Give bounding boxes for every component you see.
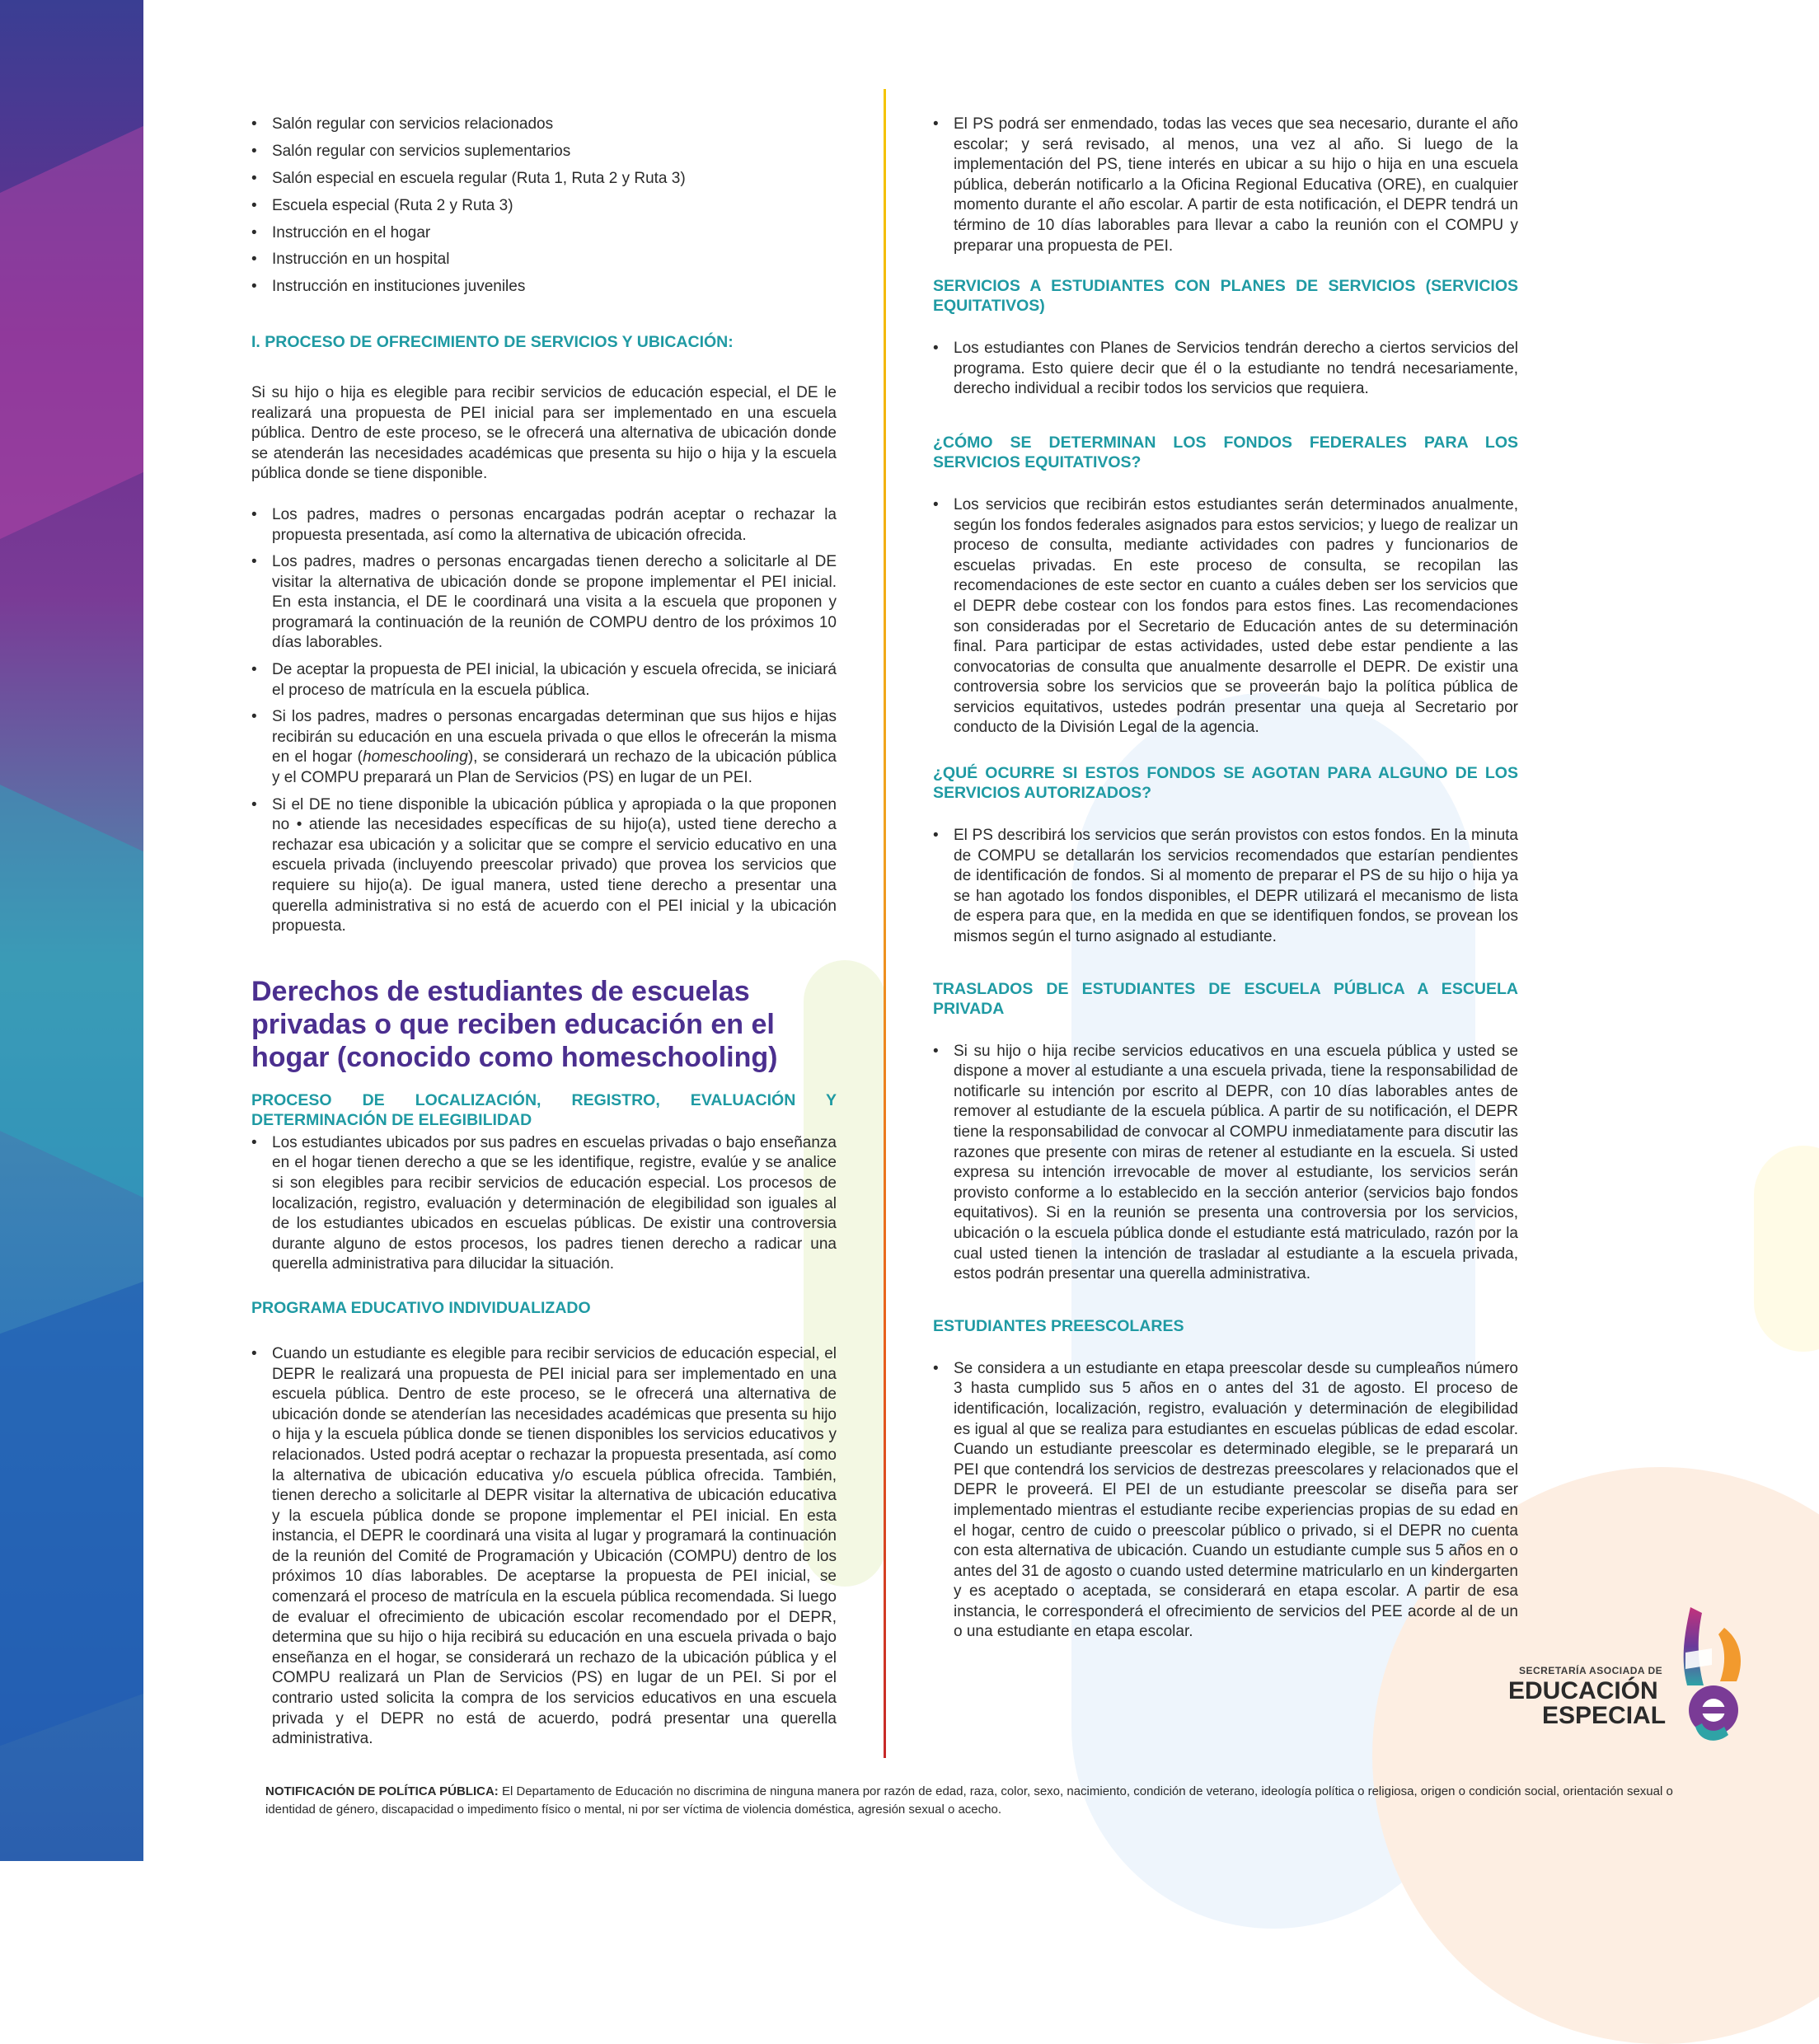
list-item: • Los servicios que recibirán estos estudiantes serán determinados anualmente, según los fondos federales asignados para estos servicios; y luego de realizar un proceso de consulta, mediante actividades con padres y funcionarios de escuelas privadas. En este proceso de consulta, se recopilan las recomendaciones de este sector en cuanto a cuáles deben ser los servicios que el DEPR debe costear con los fondos para estos fines. Las recomendaciones son consideradas por el Secretario de Educación antes de su determinación final. Para participar de estas actividades, usted debe estar pendiente a las convocatorias de consulta que anualmente desarrolle el DEPR. De existir una controversia sobre los servicios que se proveerán bajo la política pública de servicios equitativos, ustedes podrán presentar una queja al Secretario por conducto de la División Legal de la agencia.	[933, 495, 1518, 738]
text-span: ), se considerará un rechazo de la ubicación pública y el COMPU preparará un Plan de Servicios (PS) en lugar de un PEI.	[272, 748, 837, 787]
ee-logo-icon	[1679, 1603, 1749, 1747]
bullet-list	[933, 826, 1518, 948]
placement-list	[251, 115, 837, 298]
bullet-list	[933, 495, 1518, 738]
notice-text: El Departamento de Educación no discrimina de ninguna manera por razón de edad, raza, color, sexo, nacimiento, condición de veterano, ideología política o religiosa, origen o condición social, orientación sexual o identidad de género, discapacidad o impedimento físico o mental, ni por ser víctima de violencia doméstica, agresión sexual o acecho.	[265, 1784, 1673, 1817]
bullet-list	[933, 115, 1518, 256]
list-item: • Instrucción en el hogar	[251, 223, 837, 244]
section-heading: SERVICIOS A ESTUDIANTES CON PLANES DE SERVICIOS (SERVICIOS EQUITATIVOS)	[933, 277, 1518, 316]
title-line: privadas o que reciben educación en el	[251, 1008, 775, 1040]
logo-line-1: EDUCACIÓN	[1508, 1677, 1658, 1704]
title-line: hogar (conocido como homeschooling)	[251, 1041, 778, 1073]
title-line: Derechos de estudiantes de escuelas	[251, 975, 750, 1007]
list-item: • Salón especial en escuela regular (Ruta 1, Ruta 2 y Ruta 3)	[251, 169, 837, 190]
bullet-list	[933, 1042, 1518, 1285]
bullet-list	[251, 1133, 837, 1275]
list-item: • Si su hijo o hija recibe servicios educativos en una escuela pública y usted se dispone a mover al estudiante a una escuela privada, tiene la responsabilidad de notificarle su intención por escrito al DEPR, con 10 días laborables antes de remover al estudiante de la escuela pública. A partir de su notificación, el DEPR tiene la responsabilidad de convocar al COMPU inmediatamente para discutir las razones que presente con miras de retener al estudiante en la escuela. Si usted expresa su intención irrevocable de mover al estudiante, los servicios serán provisto conforme a lo establecido en la sección anterior (servicios bajo fondos equitativos). Si en la reunión se presenta una controversia por los servicios, ubicación o la escuela pública donde el estudiante está matriculado, razón por la cual usted tienen la intención de trasladar al estudiante a la escuela privada, estos podrán presentar una querella administrativa.	[933, 1042, 1518, 1285]
italic-term: homeschooling	[363, 748, 468, 766]
list-item: • Los padres, madres o personas encargadas tienen derecho a solicitarle al DE visitar la alternativa de ubicación donde se propone implementar el PEI inicial. En esta instancia, el DE le coordinará una visita a la escuela que proponen y programará la continuación de la reunión de COMPU dentro de los próximos 10 días laborables.	[251, 552, 837, 654]
list-item: • Cuando un estudiante es elegible para recibir servicios de educación especial, el DEPR le realizará una propuesta de PEI inicial para ser implementado en una escuela pública. Dentro de este proceso, se le ofrecerá una alternativa de ubicación donde se atenderían las necesidades académicas que presenta su hijo o hija y la escuela pública donde se tienen disponibles los servicios educativos y relacionados. Usted podrá aceptar o rechazar la propuesta presentada, así como la alternativa de ubicación educativa y/o escuela pública ofrecida. También, tienen derecho a solicitarle al DEPR visitar la alternativa de ubicación educativa y la escuela pública donde se propone implementar el PEI inicial. En esta instancia, el DEPR le coordinará una visita al lugar y programará la continuación de la reunión del Comité de Programación y Ubicación (COMPU) dentro de los próximos 10 días laborables. De aceptarse la propuesta de PEI inicial, se comenzará el proceso de matrícula en la escuela pública recomendada. Si luego de evaluar el ofrecimiento de ubicación escolar recomendado por el DEPR, determina que su hijo o hija recibirá su educación en una escuela privada o bajo enseñanza en el hogar, se considerará un rechazo de la ubicación pública y el COMPU realizará un Plan de Servicios (PS) en lugar de un PEI. Si por el contrario usted solicita la compra de los servicios educativos en una escuela privada y el DEPR no está de acuerdo, podrá presentar una querella administrativa.	[251, 1344, 837, 1750]
list-item: • Si el DE no tiene disponible la ubicación pública y apropiada o la que proponen no • atiende las necesidades específicas de su hijo(a), usted tiene derecho a rechazar esa ubicación y a solicitar que se compre el servicio educativo en una escuela privada (incluyendo preescolar privado) que provea los servicios que requiere su hijo(a). De igual manera, usted tiene derecho a presentar una querella administrativa si no está de acuerdo con el PEI inicial y la ubicación propuesta.	[251, 795, 837, 937]
background-decoration-yellow	[1754, 1146, 1819, 1352]
list-item: • Instrucción en un hospital	[251, 250, 837, 270]
public-policy-notice	[265, 1783, 1699, 1819]
list-item: • De aceptar la propuesta de PEI inicial, la ubicación y escuela ofrecida, se iniciará el proceso de matrícula en la escuela pública.	[251, 660, 837, 701]
section-heading: PROGRAMA EDUCATIVO INDIVIDUALIZADO	[251, 1298, 591, 1317]
list-item: • El PS describirá los servicios que serán provistos con estos fondos. En la minuta de COMPU se detallarán los servicios recomendados que estarían pendientes de identificación de fondos. Si al momento de preparar el PS de su hijo o hija ya se han agotado los fondos disponibles, el DEPR utilizará el mecanismo de lista de espera para que, en la medida en que se identifiquen fondos, se provean los mismos según el turno asignado al estudiante.	[933, 826, 1518, 948]
decorative-side-band	[0, 0, 143, 1861]
notice-label: NOTIFICACIÓN DE POLÍTICA PÚBLICA:	[265, 1784, 499, 1798]
logo	[1504, 1603, 1751, 1747]
right-column	[933, 115, 1518, 1649]
list-item: • Escuela especial (Ruta 2 y Ruta 3)	[251, 196, 837, 217]
section-heading: ¿QUÉ OCURRE SI ESTOS FONDOS SE AGOTAN PARA ALGUNO DE LOS SERVICIOS AUTORIZADOS?	[933, 764, 1518, 803]
list-item: • Instrucción en instituciones juveniles	[251, 277, 837, 298]
list-item: • Salón regular con servicios suplementarios	[251, 142, 837, 162]
column-divider	[884, 89, 886, 1758]
list-item: • Los estudiantes con Planes de Servicios tendrán derecho a ciertos servicios del programa. Esto quiere decir que él o la estudiante no tendrá necesariamente, derecho individual a recibir todos los servicios que requiera.	[933, 339, 1518, 400]
section-heading: PROCESO DE LOCALIZACIÓN, REGISTRO, EVALUACIÓN Y DETERMINACIÓN DE ELEGIBILIDAD	[251, 1090, 837, 1129]
section-heading: TRASLADOS DE ESTUDIANTES DE ESCUELA PÚBLICA A ESCUELA PRIVADA	[933, 979, 1518, 1018]
bullet-list	[933, 1359, 1518, 1643]
list-item: • Los padres, madres o personas encargadas podrán aceptar o rechazar la propuesta presentada, así como la alternativa de ubicación ofrecida.	[251, 505, 837, 546]
list-item: • Salón regular con servicios relacionados	[251, 115, 837, 135]
list-item: • Se considera a un estudiante en etapa preescolar desde su cumpleaños número 3 hasta cumplido sus 5 años en o antes del 31 de agosto. El proceso de identificación, localización, registro, evaluación y determinación de elegibilidad es igual al que se realiza para estudiantes en escuelas públicas de edad escolar. Cuando un estudiante preescolar es determinado elegible, se le preparará un PEI que contendrá los servicios de destrezas preescolares y relacionados que el DEPR le proveerá. El PEI de un estudiante preescolar se diseña para ser implementado mientras el estudiante recibe experiencias propias de su edad en el hogar, centro de cuido o preescolar público o privado, si el DEPR no cuenta con esta alternativa de ubicación. Cuando un estudiante cumple sus 5 años en o antes del 31 de agosto o cuando usted determine matricularlo en un kindergarten y es aceptado o aceptada, se considerará en etapa escolar. A partir de esa instancia, le corresponderá el ofrecimiento de servicios del PEE acorde al de un o una estudiante en etapa escolar.	[933, 1359, 1518, 1643]
text-span: Si los padres, madres o personas encargadas determinan que sus hijos e hijas recibirán su educación en una escuela privada o que ellos le ofrecerán la misma en el hogar (	[272, 708, 837, 766]
decorative-shape	[0, 1273, 143, 1775]
logo-small-text: SECRETARÍA ASOCIADA DE	[1519, 1665, 1663, 1676]
section-heading: ¿CÓMO SE DETERMINAN LOS FONDOS FEDERALES PARA LOS SERVICIOS EQUITATIVOS?	[933, 433, 1518, 471]
logo-line-2: ESPECIAL	[1542, 1702, 1667, 1729]
section-heading: ESTUDIANTES PREESCOLARES	[933, 1316, 1184, 1335]
section-heading: I. PROCESO DE OFRECIMIENTO DE SERVICIOS Y UBICACIÓN:	[251, 332, 734, 351]
decorative-shape	[0, 754, 143, 1208]
bullet-list	[251, 1344, 837, 1750]
paragraph: Si su hijo o hija es elegible para recibir servicios de educación especial, el DE le realizará una propuesta de PEI inicial para ser implementado en una escuela pública. Dentro de este proceso, se le ofrecerá una alternativa de ubicación donde se atenderán las necesidades académicas que presenta su hijo o hija y la escuela pública donde se tiene disponible.	[251, 383, 837, 483]
page-title	[251, 975, 837, 1074]
bullet-list	[251, 505, 837, 937]
left-column	[251, 115, 837, 1756]
list-item	[251, 707, 837, 788]
list-item: • El PS podrá ser enmendado, todas las veces que sea necesario, durante el año escolar; y será revisado, al menos, una vez al año. Si luego de la implementación del PS, tiene interés en ubicar a su hijo o hija en una escuela pública, deberán notificarlo a la Oficina Regional Educativa (ORE), en cualquier momento durante el año escolar. A partir de esta notificación, el DEPR tendrá un término de 10 días laborables para llevar a cabo la reunión con el COMPU y preparar una propuesta de PEI.	[933, 115, 1518, 256]
list-item: • Los estudiantes ubicados por sus padres en escuelas privadas o bajo enseñanza en el hogar tienen derecho a que se les identifique, registre, evalúe y se analice si son elegibles para recibir servicios de educación especial. Los procesos de localización, registro, evaluación y determinación de elegibilidad son iguales al de los estudiantes ubicados en escuelas públicas. De existir una controversia durante alguno de estos procesos, los padres tienen derecho a radicar una querella administrativa para dilucidar la situación.	[251, 1133, 837, 1275]
decorative-shape	[0, 124, 143, 585]
bullet-list	[933, 339, 1518, 400]
